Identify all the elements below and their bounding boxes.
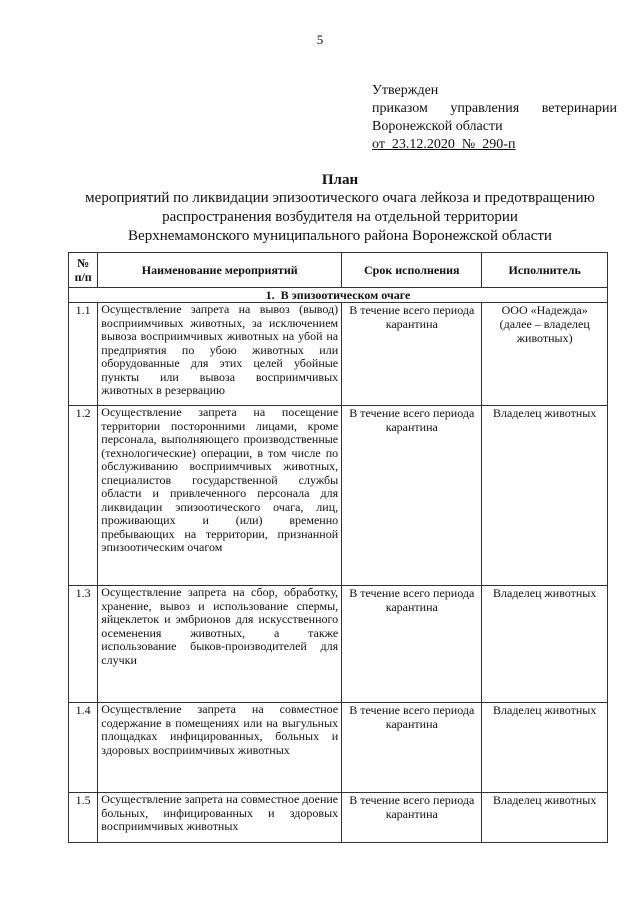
row-name: Осуществление запрета на сбор, обработку, хранение, вывоз и использование спермы, яйцеклеток и эмбрионов для искусственного осеменения животных, а также использование быков-производителей для случки — [98, 586, 342, 703]
header-num-line-1: № — [77, 256, 90, 270]
approval-line-1: Утвержден — [372, 83, 439, 98]
table-header-row — [69, 253, 608, 288]
row-term: В течение всего периода карантина — [342, 303, 482, 406]
row-num: 1.2 — [69, 406, 98, 586]
row-exec: ООО «Надежда» (далее – владелец животных) — [482, 303, 608, 406]
plan-heading: План — [321, 172, 359, 188]
table-row — [69, 703, 608, 793]
section-title: 1. В эпизоотическом очаге — [69, 288, 608, 303]
header-num-line-2: п/п — [74, 270, 92, 284]
approval-line-3: Воронежской области — [372, 119, 503, 134]
header-term: Срок исполнения — [342, 253, 482, 288]
row-name: Осуществление запрета на совместное содержание в помещениях или на выгульных площадках инфицированных, больных и здоровых восприимчивых животных — [98, 703, 342, 793]
plan-subtitle-line-2: распространения возбудителя на отдельной территории — [162, 209, 518, 225]
plan-table — [68, 252, 608, 843]
table-row — [69, 406, 608, 586]
header-num — [69, 253, 98, 288]
row-num: 1.1 — [69, 303, 98, 406]
table-row — [69, 586, 608, 703]
approval-line-2: приказом управления ветеринарии — [372, 101, 617, 116]
row-exec: Владелец животных — [482, 703, 608, 793]
table-row — [69, 793, 608, 843]
plan-subtitle-line-1: мероприятий по ликвидации эпизоотического очага лейкоза и предотвращению — [85, 190, 595, 206]
approval-block — [372, 82, 617, 154]
row-term: В течение всего периода карантина — [342, 586, 482, 703]
row-exec: Владелец животных — [482, 406, 608, 586]
table-row — [69, 303, 608, 406]
row-name: Осуществление запрета на вывоз (вывод) восприимчивых животных, за исключением вывоза восприимчивых животных на убой на предприятия по убою животных или оборудованные для этих целей убойные пункты или вывоза восприимчивых животных в резервацию — [98, 303, 342, 406]
header-name: Наименование мероприятий — [98, 253, 342, 288]
row-num: 1.3 — [69, 586, 98, 703]
page-number: 5 — [316, 32, 324, 47]
row-term: В течение всего периода карантина — [342, 406, 482, 586]
row-exec: Владелец животных — [482, 586, 608, 703]
row-num: 1.5 — [69, 793, 98, 843]
row-term: В течение всего периода карантина — [342, 703, 482, 793]
row-term: В течение всего периода карантина — [342, 793, 482, 843]
plan-subtitle-line-3: Верхнемамонского муниципального района Воронежской области — [128, 228, 552, 244]
plan-title — [60, 171, 620, 246]
row-name: Осуществление запрета на совместное доение больных, инфицированных и здоровых восприимчивых животных — [98, 793, 342, 843]
row-num: 1.4 — [69, 703, 98, 793]
header-exec: Исполнитель — [482, 253, 608, 288]
section-row — [69, 288, 608, 303]
row-exec: Владелец животных — [482, 793, 608, 843]
row-name: Осуществление запрета на посещение территории посторонними лицами, кроме персонала, выполняющего производственные (технологические) операции, в том числе по обслуживанию восприимчивых животных, специалистов государственной службы области и привлеченного персонала для ликвидации эпизоотического очага, лиц, проживающих и (или) временно пребывающих на территории, признанной эпизоотическим очагом — [98, 406, 342, 586]
approval-line-4: от 23.12.2020 № 290-п — [372, 137, 516, 152]
